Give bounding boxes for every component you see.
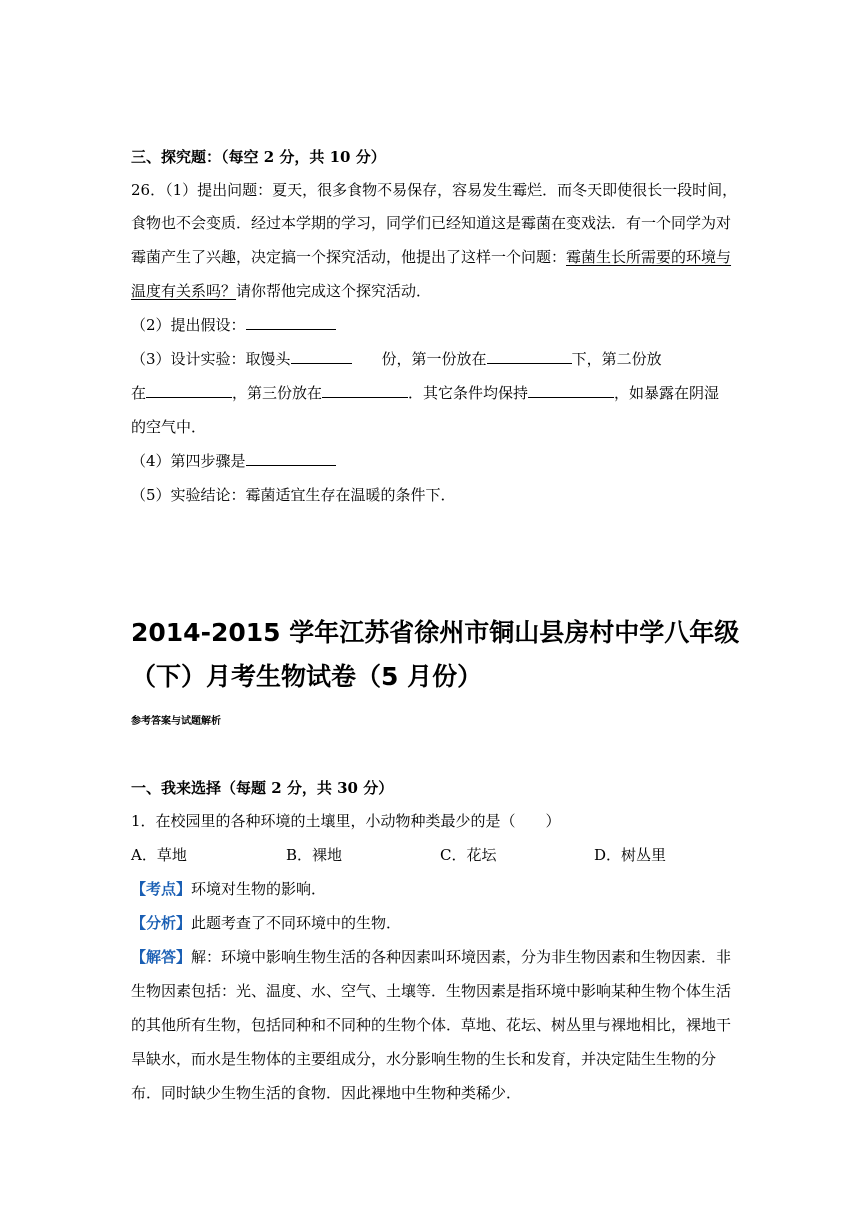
step-3-text-b: 份，第一份放在 <box>381 350 487 368</box>
step-5: （5）实验结论：霉菌适宜生存在温暖的条件下． <box>131 486 456 504</box>
step-3-line-1 <box>131 349 662 369</box>
step-3-text-d: 在 <box>131 384 147 402</box>
q26-line-1: 26．（1）提出问题：夏天，很多食物不易保存，容易发生霉烂．而冬天即使很长一段时间， <box>131 181 738 199</box>
step-3-text-c: 下，第二份放 <box>571 350 662 368</box>
jieda-text-1: 解：环境中影响生物生活的各种因素叫环境因素，分为非生物因素和生物因素．非 <box>191 948 732 966</box>
kaodian-tag: 【考点】 <box>131 880 192 898</box>
jieda-tag: 【解答】 <box>131 948 192 966</box>
document-title-line-2: （下）月考生物试卷（5 月份） <box>131 662 483 691</box>
q26-question-underlined-2: 温度有关系吗？ <box>131 282 237 300</box>
jieda-line-3: 的其他所有生物，包括同种和不同种的生物个体．草地、花坛、树丛里与裸地相比，裸地干 <box>131 1016 732 1034</box>
jieda-line-1 <box>131 947 731 967</box>
step-3-text-f: ．其它条件均保持 <box>408 384 529 402</box>
answer-blank <box>528 383 614 398</box>
option-b: B．裸地 <box>286 846 343 864</box>
step-2 <box>131 315 336 335</box>
fenxi-line <box>131 913 401 933</box>
fenxi-text: 此题考查了不同环境中的生物． <box>191 914 402 932</box>
answer-blank <box>246 315 336 330</box>
step-3-text-g: ，如暴露在阴湿 <box>614 384 720 402</box>
jieda-line-2: 生物因素包括：光、温度、水、空气、土壤等．生物因素是指环境中影响某种生物个体生活 <box>131 982 732 1000</box>
step-3-line-2 <box>131 383 719 403</box>
fenxi-tag: 【分析】 <box>131 914 192 932</box>
option-a: A．草地 <box>131 846 187 864</box>
q26-line-4 <box>131 281 431 301</box>
q26-line-3 <box>131 247 731 267</box>
section-3-heading: 三、探究题：（每空 2 分，共 10 分） <box>131 148 386 166</box>
answer-blank <box>146 383 232 398</box>
step-2-text: （2）提出假设： <box>131 316 246 334</box>
document-subtitle: 参考答案与试题解析 <box>131 716 221 727</box>
q26-question-underlined-1: 霉菌生长所需要的环境与 <box>566 248 732 266</box>
option-c: C．花坛 <box>440 846 497 864</box>
section-1-heading: 一、我来选择（每题 2 分，共 30 分） <box>131 779 394 797</box>
step-3-text-a: （3）设计实验：取馒头 <box>131 350 291 368</box>
answer-blank <box>291 349 352 364</box>
answer-blank <box>246 451 336 466</box>
option-d: D．树丛里 <box>594 846 667 864</box>
step-4 <box>131 451 336 471</box>
q1-options <box>131 845 666 865</box>
kaodian-line <box>131 879 326 899</box>
q1-stem: 1．在校园里的各种环境的土壤里，小动物种类最少的是（ ） <box>131 812 561 830</box>
document-title-line-1: 2014-2015 学年江苏省徐州市铜山县房村中学八年级 <box>131 618 740 647</box>
step-3-text-e: ，第三份放在 <box>232 384 323 402</box>
jieda-line-4: 旱缺水，而水是生物体的主要组成分，水分影响生物的生长和发育，并决定陆生生物的分 <box>131 1050 717 1068</box>
answer-blank <box>322 383 408 398</box>
q26-line-2: 食物也不会变质．经过本学期的学习，同学们已经知道这是霉菌在变戏法．有一个同学为对 <box>131 214 732 232</box>
q26-line-3-text: 霉菌产生了兴趣，决定搞一个探究活动，他提出了这样一个问题： <box>131 248 567 266</box>
step-3-line-3: 的空气中． <box>131 418 207 436</box>
answer-blank <box>487 349 572 364</box>
jieda-line-5: 布．同时缺少生物生活的食物．因此裸地中生物种类稀少． <box>131 1084 522 1102</box>
q26-line-4-text: 请你帮他完成这个探究活动． <box>236 282 432 300</box>
step-4-text: （4）第四步骤是 <box>131 452 246 470</box>
kaodian-text: 环境对生物的影响． <box>191 880 327 898</box>
